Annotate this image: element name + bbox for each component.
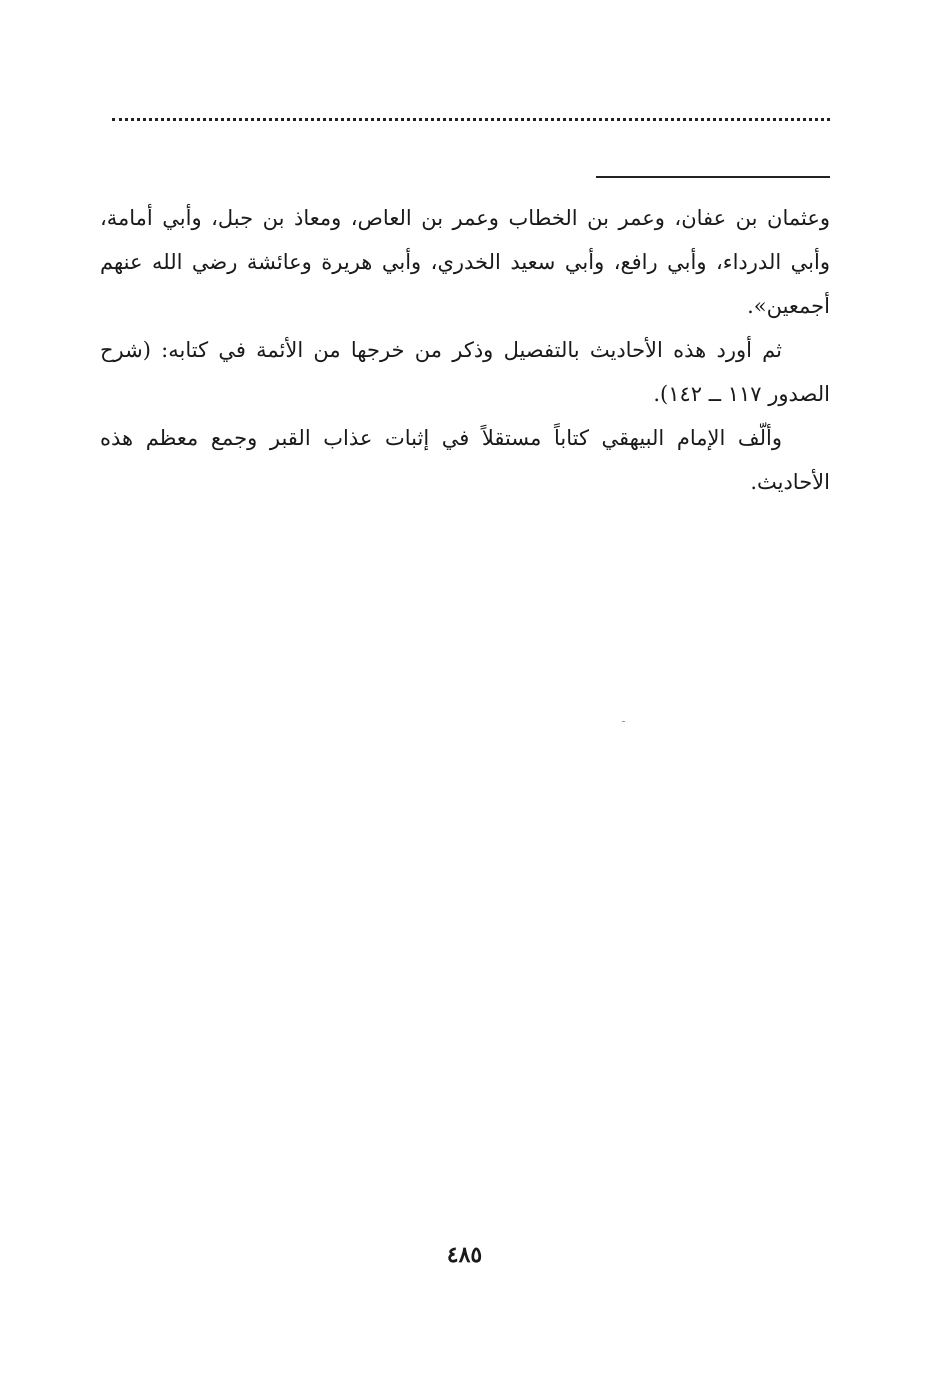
footnote-paragraph-sources: ثم أورد هذه الأحاديث بالتفصيل وذكر من خرجها من الأئمة في كتابه: (شرح الصدور ١١٧ ــ ١٤٢). [100,338,830,406]
page-number: ٤٨٥ [446,1242,483,1268]
scan-artifact [622,721,625,722]
footnote-paragraph-continuation: وعثمان بن عفان، وعمر بن الخطاب وعمر بن العاص، ومعاذ بن جبل، وأبي أمامة، وأبي الدرداء، وأبي رافع، وأبي سعيد الخدري، وأبي هريرة وعائشة رضي الله عنهم أجمعين». [100,206,830,318]
dotted-separator [112,118,830,133]
footnote-separator-line [596,176,830,178]
footnote-text [100,196,830,504]
footnote-paragraph-bayhaqi: وألّف الإمام البيهقي كتاباً مستقلاً في إثبات عذاب القبر وجمع معظم هذه الأحاديث. [100,426,830,494]
